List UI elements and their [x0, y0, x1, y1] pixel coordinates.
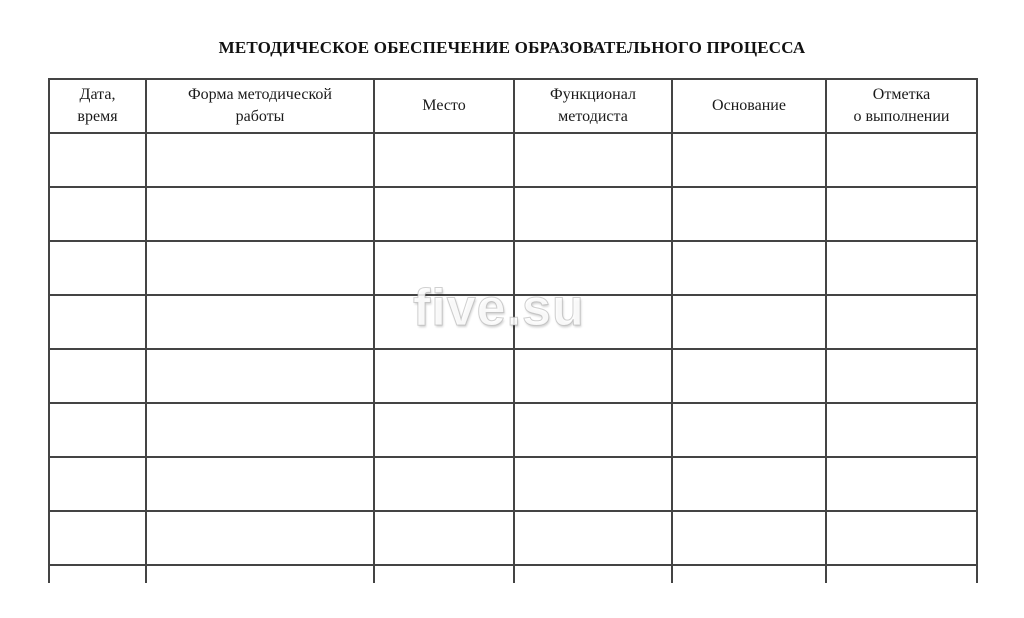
column-header-line: методиста: [558, 108, 628, 125]
column-header-line: Место: [422, 97, 466, 114]
table-right-border: [976, 78, 978, 583]
table-row: [50, 242, 976, 294]
column-header-line: о выполнении: [853, 108, 950, 125]
column-header-line: работы: [235, 108, 285, 125]
table-row: [50, 296, 976, 348]
column-header-line: Основание: [712, 97, 786, 114]
table-row: [50, 404, 976, 456]
column-header-line: Форма методической: [188, 86, 332, 103]
column-header-date-time: [50, 80, 145, 132]
table-row: [50, 350, 976, 402]
table-row: [50, 512, 976, 564]
watermark-text: five.su: [413, 279, 585, 337]
column-header-line: Функционал: [550, 86, 636, 103]
table-row: [50, 458, 976, 510]
table-row: [50, 134, 976, 186]
column-header-completion-mark: [827, 80, 976, 132]
column-header-place: [375, 80, 513, 132]
column-header-line: Отметка: [872, 86, 931, 103]
column-header-basis: [673, 80, 825, 132]
column-header-methodist-function: [515, 80, 671, 132]
column-header-line: Дата,: [79, 86, 116, 103]
document-title: МЕТОДИЧЕСКОЕ ОБЕСПЕЧЕНИЕ ОБРАЗОВАТЕЛЬНОГО ПРОЦЕССА: [218, 38, 806, 57]
column-header-work-form: [147, 80, 373, 132]
column-header-line: время: [77, 108, 118, 125]
table-row: [50, 188, 976, 240]
